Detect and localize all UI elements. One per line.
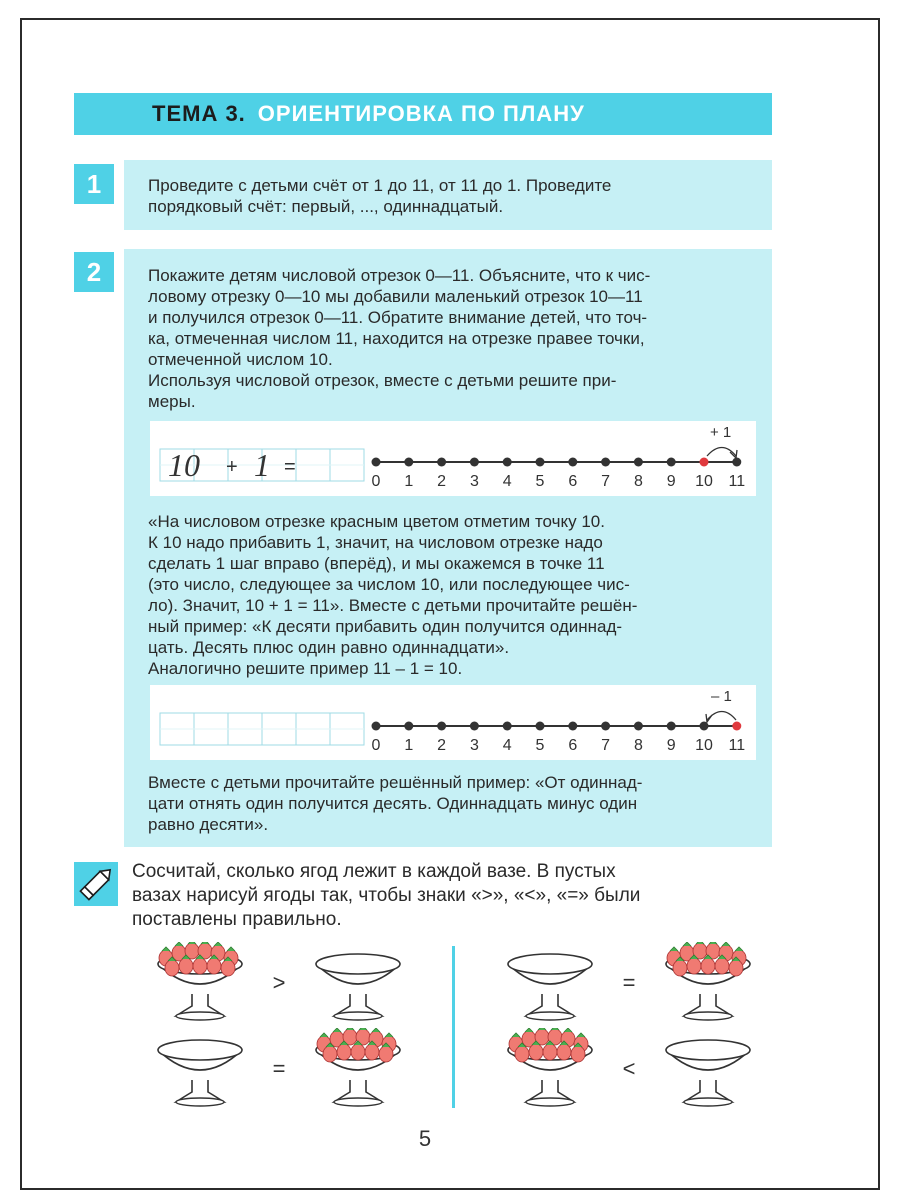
tick-label: 11 — [728, 473, 746, 490]
strawberry-leaf — [201, 942, 209, 944]
pencil-icon — [74, 862, 118, 906]
axis-point — [404, 458, 413, 467]
strawberry — [179, 958, 193, 974]
tick-label: 10 — [695, 473, 713, 490]
strawberry-leaf — [709, 942, 717, 944]
tick-label: 6 — [568, 473, 578, 490]
axis-1 — [372, 458, 746, 491]
axis-point — [470, 458, 479, 467]
strawberry-leaf — [564, 1028, 572, 1032]
strawberry-leaf — [683, 942, 691, 946]
strawberry-leaf — [372, 1028, 380, 1032]
vase-base — [684, 1012, 732, 1020]
vase-base — [526, 1098, 574, 1106]
strawberry — [515, 1046, 529, 1062]
comparison-sign: > — [272, 970, 286, 995]
tick-label: 7 — [601, 737, 611, 754]
axis-point — [601, 722, 610, 731]
number-line-strip-1 — [150, 421, 756, 496]
axis-point — [568, 722, 577, 731]
vase-empty — [502, 942, 598, 1022]
example1-term-b: 1 — [254, 447, 270, 483]
tick-label: 2 — [437, 473, 447, 490]
task1-text — [148, 175, 756, 217]
axis-point — [667, 458, 676, 467]
vase-base — [526, 1012, 574, 1020]
axis-point — [372, 458, 381, 467]
topic-title: ОРИЕНТИРОВКА ПО ПЛАНУ — [257, 101, 585, 126]
example1-operator: + — [226, 456, 238, 478]
strawberry-leaf — [214, 942, 222, 946]
tick-label: 5 — [535, 737, 545, 754]
axis-point — [372, 722, 381, 731]
axis-point — [437, 458, 446, 467]
task2-intro-line: Покажите детям числовой отрезок 0—11. Объясните, что к чис- — [148, 266, 651, 285]
vase-empty — [152, 1028, 248, 1108]
tick-label: 0 — [371, 473, 381, 490]
task2-middle-line: Аналогично решите пример 11 – 1 = 10. — [148, 659, 463, 678]
strawberry-leaf — [735, 947, 743, 951]
strawberry-leaf — [696, 942, 704, 944]
strawberry — [351, 1044, 365, 1060]
strawberry — [165, 960, 179, 976]
vase-base — [176, 1098, 224, 1106]
strawberry-leaf — [227, 947, 235, 951]
strawberry-leaf — [385, 1033, 393, 1037]
task2-intro-line: отмеченной числом 10. — [148, 350, 333, 369]
strawberry — [337, 1044, 351, 1060]
strawberry-leaf — [175, 942, 183, 946]
strawberry-leaf — [162, 947, 170, 951]
axis-point — [503, 458, 512, 467]
arc-label-plus-one: + 1 — [710, 424, 732, 441]
vase-base — [334, 1012, 382, 1020]
vase-with-berries — [152, 942, 248, 1022]
axis-point — [667, 722, 676, 731]
tick-label: 3 — [469, 737, 479, 754]
task2-closing-line: Вместе с детьми прочитайте решённый пример: «От одиннад- — [148, 773, 643, 792]
strawberry — [379, 1046, 393, 1062]
tick-label: 9 — [666, 737, 676, 754]
axis-point — [732, 458, 741, 467]
task2-closing — [148, 772, 756, 835]
comparison-sign: = — [622, 970, 636, 995]
vase-base — [176, 1012, 224, 1020]
axis-point — [601, 458, 610, 467]
vase-rim — [316, 954, 400, 974]
arc-label-minus-one: – 1 — [711, 688, 732, 705]
highlighted-point — [700, 458, 709, 467]
vase-with-berries — [310, 1028, 406, 1108]
column-divider — [452, 946, 455, 1108]
strawberry — [687, 958, 701, 974]
highlighted-point — [732, 722, 741, 731]
task3-line: Сосчитай, сколько ягод лежит в каждой вазе. В пустых — [132, 861, 616, 882]
vase-base — [684, 1098, 732, 1106]
strawberry-leaf — [188, 942, 196, 944]
vase-rim — [158, 1040, 242, 1060]
tick-label: 10 — [695, 737, 713, 754]
task2-intro-line: Используя числовой отрезок, вместе с детьми решите при- — [148, 371, 617, 390]
number-line-1 — [150, 421, 756, 496]
strawberry — [323, 1046, 337, 1062]
strawberry — [701, 958, 715, 974]
strawberry-leaf — [722, 942, 730, 946]
tick-label: 8 — [633, 737, 643, 754]
task2-intro-line: меры. — [148, 392, 196, 411]
tick-label: 8 — [633, 473, 643, 490]
strawberry-leaf — [333, 1028, 341, 1032]
task2-middle-line: ный пример: «К десяти прибавить один получится одиннад- — [148, 617, 623, 636]
comparison-sign: < — [622, 1056, 636, 1081]
task2-number-badge: 2 — [74, 252, 114, 292]
arc-forward — [707, 448, 736, 457]
vase-rim — [508, 954, 592, 974]
tick-label: 1 — [404, 737, 414, 754]
vase-with-berries — [502, 1028, 598, 1108]
comparison-sign: = — [272, 1056, 286, 1081]
task2-intro — [148, 265, 756, 412]
strawberry — [543, 1044, 557, 1060]
strawberry — [715, 958, 729, 974]
strawberry — [529, 1044, 543, 1060]
vase-empty — [310, 942, 406, 1022]
tick-label: 5 — [535, 473, 545, 490]
axis-point — [634, 458, 643, 467]
tick-label: 9 — [666, 473, 676, 490]
tick-label: 7 — [601, 473, 611, 490]
strawberry — [207, 958, 221, 974]
task2-intro-line: и получился отрезок 0—11. Обратите внимание детей, что точ- — [148, 308, 648, 327]
tick-label: 0 — [371, 737, 381, 754]
task2-intro-line: ловому отрезку 0—10 мы добавили маленький отрезок 10—11 — [148, 287, 643, 306]
tick-label: 6 — [568, 737, 578, 754]
vase-with-berries — [660, 942, 756, 1022]
tick-label: 3 — [469, 473, 479, 490]
number-line-strip-2 — [150, 685, 756, 760]
strawberry-leaf — [359, 1028, 367, 1030]
axis-point — [437, 722, 446, 731]
axis-point — [634, 722, 643, 731]
task1-number-badge: 1 — [74, 164, 114, 204]
task3-line: вазах нарисуй ягоды так, чтобы знаки «>», «<», «=» были — [132, 885, 641, 906]
strawberry — [193, 958, 207, 974]
task2-middle-line: (это число, следующее за числом 10, или последующее чис- — [148, 575, 630, 594]
strawberry — [729, 960, 743, 976]
strawberry — [365, 1044, 379, 1060]
strawberry-leaf — [346, 1028, 354, 1030]
task2-closing-line: равно десяти». — [148, 815, 269, 834]
strawberry-leaf — [670, 947, 678, 951]
strawberry-leaf — [577, 1033, 585, 1037]
tick-label: 11 — [728, 737, 746, 754]
axis-point — [536, 722, 545, 731]
axis-point — [470, 722, 479, 731]
strawberry-leaf — [512, 1033, 520, 1037]
task2-intro-line: ка, отмеченная числом 11, находится на отрезке правее точки, — [148, 329, 645, 348]
vase-rim — [666, 1040, 750, 1060]
task2-middle-line: ло). Значит, 10 + 1 = 11». Вместе с детьми прочитайте решён- — [148, 596, 638, 615]
task2-middle-line: сделать 1 шаг вправо (вперёд), и мы окажемся в точке 11 — [148, 554, 605, 573]
task2-middle-line: цать. Десять плюс один равно одиннадцати». — [148, 638, 510, 657]
task2-middle-line: «На числовом отрезке красным цветом отметим точку 10. — [148, 512, 605, 531]
axis-point — [536, 458, 545, 467]
strawberry — [221, 960, 235, 976]
topic-prefix: ТЕМА 3. — [152, 101, 246, 126]
axis-point — [503, 722, 512, 731]
task2-middle-line: К 10 надо прибавить 1, значит, на числовом отрезке надо — [148, 533, 603, 552]
task1-line: порядковый счёт: первый, ..., одиннадцатый. — [148, 197, 504, 216]
task3-line: поставлены правильно. — [132, 909, 342, 930]
topic-header — [74, 93, 772, 135]
page-number: 5 — [418, 1126, 432, 1151]
strawberry — [571, 1046, 585, 1062]
strawberry — [673, 960, 687, 976]
axis-point — [404, 722, 413, 731]
tick-label: 1 — [404, 473, 414, 490]
strawberry-leaf — [525, 1028, 533, 1032]
axis-point — [568, 458, 577, 467]
tick-label: 2 — [437, 737, 447, 754]
task1-line: Проведите с детьми счёт от 1 до 11, от 11 до 1. Проведите — [148, 176, 612, 195]
example1-term-a: 10 — [168, 447, 200, 483]
task2-explanation — [148, 511, 756, 679]
answer-grid-2 — [160, 713, 364, 745]
number-line-2 — [150, 685, 756, 760]
strawberry-leaf — [538, 1028, 546, 1030]
vase-base — [334, 1098, 382, 1106]
strawberry-leaf — [320, 1033, 328, 1037]
axis-2 — [372, 722, 746, 755]
task3-text — [132, 860, 760, 932]
task2-closing-line: цати отнять один получится десять. Одиннадцать минус один — [148, 794, 638, 813]
vase-empty — [660, 1028, 756, 1108]
strawberry-leaf — [551, 1028, 559, 1030]
tick-label: 4 — [502, 737, 512, 754]
pencil-icon-badge — [74, 862, 118, 906]
example1-equals: = — [284, 456, 296, 478]
strawberry — [557, 1044, 571, 1060]
tick-label: 4 — [502, 473, 512, 490]
